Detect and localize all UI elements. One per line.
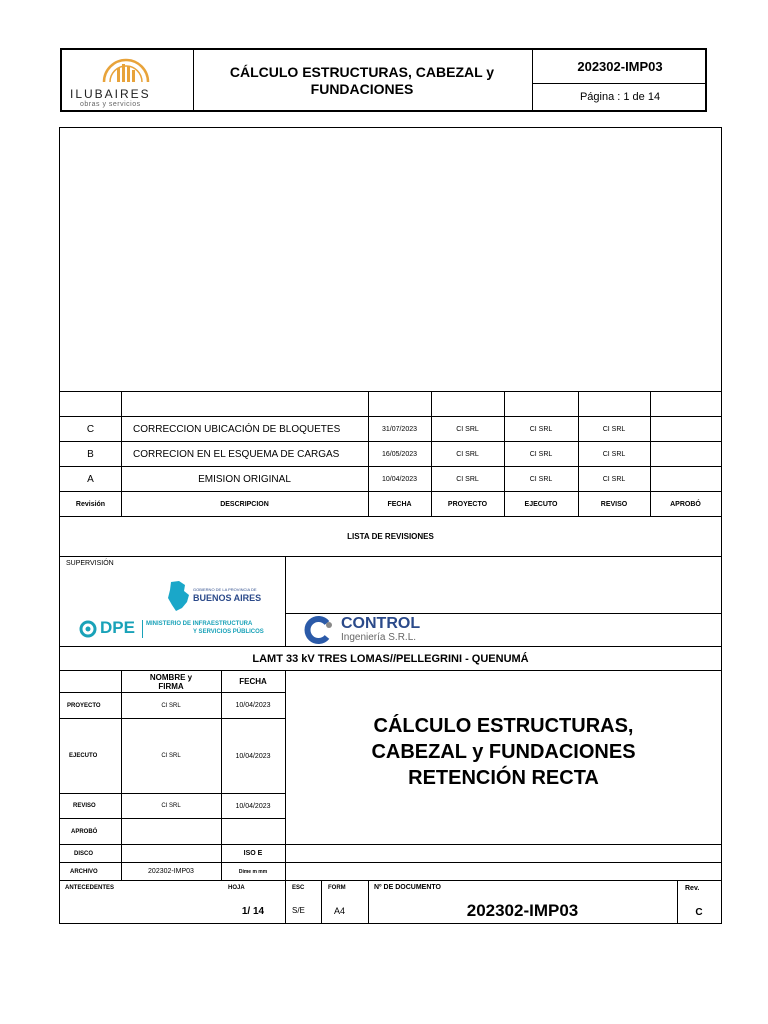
ejecuto-cell: CI SRL xyxy=(529,475,553,483)
document-big-title xyxy=(286,713,721,791)
esc-label: ESC xyxy=(292,885,305,891)
sign-fecha-reviso: 10/04/2023 xyxy=(235,802,271,810)
form-label: FORM xyxy=(328,885,346,891)
antecedentes-label: ANTECEDENTES xyxy=(65,885,115,891)
dime-value: Dime m mm xyxy=(238,868,268,875)
control-logo xyxy=(301,615,431,645)
sign-fecha-ejecuto: 10/04/2023 xyxy=(235,752,271,760)
archivo-value: 202302-IMP03 xyxy=(148,868,194,875)
desc-cell: CORRECION EN EL ESQUEMA DE CARGAS xyxy=(133,448,340,460)
reviso-cell: CI SRL xyxy=(602,425,626,433)
ministry-line1: MINISTERIO DE INFRAESTRUCTURA xyxy=(146,621,253,627)
form-value: A4 xyxy=(334,906,346,916)
control-name: CONTROL xyxy=(341,615,421,632)
col-header-reviso: REVISO xyxy=(600,500,628,508)
col-header-ejecuto: EJECUTO xyxy=(524,500,558,508)
control-sub: Ingeniería S.R.L. xyxy=(341,632,417,643)
supervision-label: SUPERVISIÓN xyxy=(66,560,114,567)
rev-cell: C xyxy=(86,423,95,435)
sign-label-aprobo: APROBÓ xyxy=(71,828,98,835)
gba-logo xyxy=(165,580,265,614)
proyecto-cell: CI SRL xyxy=(456,475,479,483)
col-header-descripcion: DESCRIPCION xyxy=(220,500,269,508)
col-header-revision: Revisión xyxy=(75,500,106,508)
hoja-value: 1/ 14 xyxy=(241,905,265,917)
dpe-mark-icon xyxy=(78,619,98,639)
col-fecha: FECHA xyxy=(239,677,267,686)
doc-number-label: Nº DE DOCUMENTO xyxy=(374,884,441,891)
document-header xyxy=(60,48,707,112)
col-header-proyecto: PROYECTO xyxy=(447,500,488,508)
reviso-cell: CI SRL xyxy=(602,475,626,483)
rev-label: Rev. xyxy=(685,885,700,892)
big-title-line3: RETENCIÓN RECTA xyxy=(408,767,599,789)
reviso-cell: CI SRL xyxy=(602,450,626,458)
main-frame xyxy=(59,127,722,924)
ejecuto-cell: CI SRL xyxy=(529,450,553,458)
rev-cell: B xyxy=(87,448,94,460)
col-nombre-firma: NOMBRE y FIRMA xyxy=(149,672,193,691)
col-header-aprobo: APROBÓ xyxy=(670,500,701,508)
logo-name: ILUBAIRES xyxy=(70,87,151,101)
rev-cell: A xyxy=(87,473,94,485)
ilubaires-arch-icon xyxy=(64,52,192,88)
province-map-icon xyxy=(165,580,191,612)
header-page: Página : 1 de 14 xyxy=(579,91,661,103)
ministry-line2: Y SERVICIOS PÚBLICOS xyxy=(193,629,264,635)
ejecuto-cell: CI SRL xyxy=(529,425,553,433)
dpe-logo xyxy=(78,615,268,643)
sign-label-proyecto: PROYECTO xyxy=(67,702,101,709)
gba-line1: GOBIERNO DE LA PROVINCIA DE xyxy=(193,587,257,592)
ilubaires-logo xyxy=(64,52,192,108)
desc-cell: CORRECCION UBICACIÓN DE BLOQUETES xyxy=(133,423,341,435)
disco-label: DISCO xyxy=(74,850,94,857)
col-header-fecha: FECHA xyxy=(387,500,412,508)
desc-cell: EMISION ORIGINAL xyxy=(198,473,291,485)
iso-value: ISO E xyxy=(243,850,263,857)
esc-value: S/E xyxy=(292,906,305,915)
proyecto-cell: CI SRL xyxy=(456,425,479,433)
sign-nombre-proyecto: CI SRL xyxy=(161,702,181,709)
fecha-cell: 16/05/2023 xyxy=(381,450,418,458)
logo-tagline: obras y servicios xyxy=(80,101,141,108)
sign-fecha-proyecto: 10/04/2023 xyxy=(235,702,271,709)
gba-line2: BUENOS AIRES xyxy=(193,593,262,603)
rev-value: C xyxy=(695,906,703,918)
project-line: LAMT 33 kV TRES LOMAS//PELLEGRINI - QUENUMÁ xyxy=(252,652,529,665)
archivo-label: ARCHIVO xyxy=(70,868,98,875)
revisions-list-title: LISTA DE REVISIONES xyxy=(347,532,434,541)
fecha-cell: 31/07/2023 xyxy=(381,425,418,433)
big-title-line2: CABEZAL y FUNDACIONES xyxy=(371,741,636,763)
sign-label-ejecuto: EJECUTO xyxy=(69,753,98,759)
dpe-text: DPE xyxy=(100,618,135,637)
sign-nombre-reviso: CI SRL xyxy=(161,803,181,809)
fecha-cell: 10/04/2023 xyxy=(381,475,418,483)
doc-number-value: 202302-IMP03 xyxy=(466,901,579,920)
proyecto-cell: CI SRL xyxy=(456,450,479,458)
sign-nombre-ejecuto: CI SRL xyxy=(161,753,181,759)
header-title: CÁLCULO ESTRUCTURAS, CABEZAL y FUNDACIONES xyxy=(229,64,495,97)
header-doc-code: 202302-IMP03 xyxy=(577,59,663,74)
hoja-label: HOJA xyxy=(228,885,245,891)
control-c-icon xyxy=(301,615,335,645)
sign-label-reviso: REVISO xyxy=(73,803,96,809)
big-title-line1: CÁLCULO ESTRUCTURAS, xyxy=(373,715,634,737)
